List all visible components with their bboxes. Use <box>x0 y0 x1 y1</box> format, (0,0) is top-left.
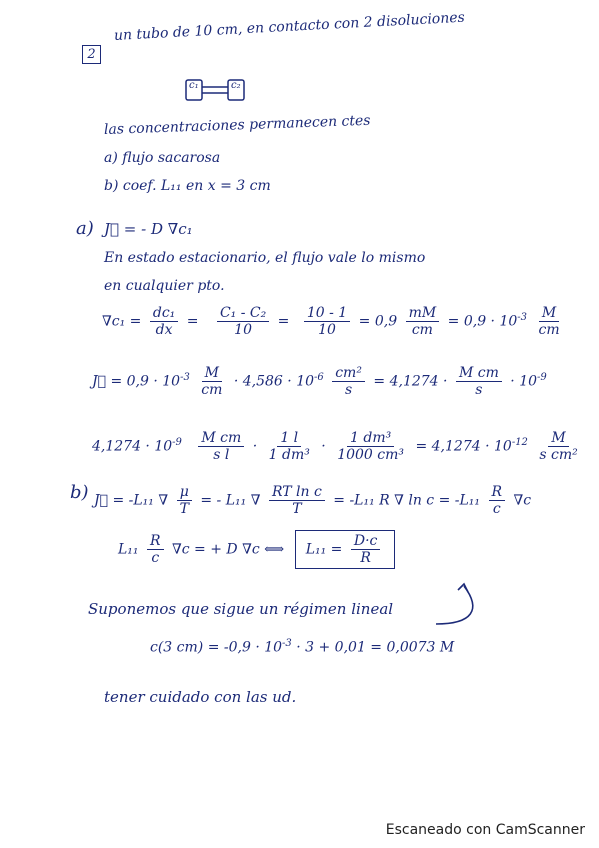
frac-num: M <box>548 430 568 447</box>
tube-right-label: c₂ <box>231 80 241 91</box>
onsager-end: ∇c <box>513 492 532 509</box>
diffusion-coefficient: · 4,586 · 10 <box>233 373 315 390</box>
any-point-text: en cualquier pto. <box>104 278 225 294</box>
frac-den: T <box>292 501 302 517</box>
frac-num: M <box>539 305 559 322</box>
onsager-mid: = - L₁₁ ∇ <box>200 492 261 509</box>
equals: = <box>277 313 290 330</box>
exponent: -9 <box>172 436 182 448</box>
frac-den: c <box>492 501 501 517</box>
frac-den: s cm² <box>539 447 578 463</box>
fraction-l-dm3 <box>266 430 313 463</box>
frac-den: T <box>179 501 189 517</box>
fraction-M-cm <box>535 305 562 338</box>
fraction-c1-c2 <box>217 305 269 338</box>
flux-lhs: J⃗ = 0,9 · 10 <box>92 373 181 390</box>
calc-lhs: c(3 cm) = -0,9 · 10 <box>150 639 283 656</box>
fraction-dc-dx <box>150 305 178 338</box>
frac-num: 10 - 1 <box>304 305 350 322</box>
frac-den: s <box>475 382 483 398</box>
frac-den: c <box>151 550 160 566</box>
equals: = <box>186 313 199 330</box>
frac-num: D·c <box>351 533 381 550</box>
gradient-lhs: ∇c₁ = <box>102 313 142 330</box>
frac-num: 1 l <box>277 430 301 447</box>
relation-mid: ∇c = + D ∇c ⟺ <box>171 541 285 558</box>
frac-num: M <box>202 365 222 382</box>
scanner-watermark: Escaneado con CamScanner <box>385 822 585 838</box>
boxed-lhs: L₁₁ = <box>305 541 343 558</box>
calc-rhs: · 3 + 0,01 = 0,0073 M <box>296 639 455 656</box>
flux-equation <box>92 365 547 398</box>
fraction-mM-cm <box>406 305 440 338</box>
fraction-R-c <box>147 533 164 566</box>
curved-arrow-icon <box>432 580 492 630</box>
concentration-calc <box>150 638 454 656</box>
frac-num: mM <box>406 305 440 322</box>
units-note: tener cuidado con las ud. <box>104 688 297 706</box>
conditions-text: las concentraciones permanecen ctes <box>103 112 371 138</box>
gradient-equation <box>102 305 567 338</box>
fraction-cm2-s <box>332 365 365 398</box>
exponent: -12 <box>511 436 528 448</box>
frac-num: R <box>489 484 506 501</box>
frac-num: RT ln c <box>269 484 325 501</box>
conv-result: = 4,1274 · 10 <box>415 438 512 455</box>
frac-num: 1 dm³ <box>347 430 394 447</box>
fraction-Mcm-sl <box>198 430 244 463</box>
frac-num: R <box>147 533 164 550</box>
conv-lhs: 4,1274 · 10 <box>92 438 173 455</box>
fick-law-equation: J⃗ = - D ∇c₁ <box>104 220 193 238</box>
part-a-label: a) <box>76 218 94 239</box>
frac-num: cm² <box>332 365 365 382</box>
linear-assumption-text: Suponemos que sigue un régimen lineal <box>88 600 394 618</box>
frac-num: C₁ - C₂ <box>217 305 269 322</box>
frac-num: dc₁ <box>150 305 178 322</box>
flux-result: = 4,1274 · <box>373 373 448 390</box>
frac-num: M cm <box>456 365 502 382</box>
fraction-mu-T <box>177 484 192 517</box>
frac-den: dx <box>155 322 173 338</box>
part-b-label: b) <box>70 482 89 503</box>
frac-num: M cm <box>198 430 244 447</box>
frac-den: 1000 cm³ <box>337 447 405 463</box>
problem-statement: un tubo de 10 cm, en contacto con 2 disoluciones <box>113 9 466 44</box>
frac-num: μ <box>177 484 192 501</box>
boxed-result <box>295 530 396 569</box>
exponent: -3 <box>180 371 190 383</box>
onsager-lhs: J⃗ = -L₁₁ ∇ <box>94 492 169 509</box>
exponent: -3 <box>282 638 292 649</box>
frac-den: s <box>344 382 353 398</box>
frac-den: cm <box>411 322 433 338</box>
value-text: = 0,9 <box>358 313 398 330</box>
tube-left-label: c₁ <box>189 80 199 91</box>
frac-den: s l <box>213 447 230 463</box>
relation-lhs: L₁₁ <box>118 541 139 558</box>
fraction-Dc-R <box>351 533 381 566</box>
problem-number-box: 2 <box>82 45 101 64</box>
value-text: = 0,9 · 10 <box>447 313 518 330</box>
frac-den: cm <box>201 382 223 398</box>
frac-den: cm <box>538 322 560 338</box>
onsager-equation <box>94 484 531 517</box>
item-b-text: b) coef. L₁₁ en x = 3 cm <box>104 178 271 194</box>
power-ten: · 10 <box>510 373 538 390</box>
fraction-R-c <box>489 484 506 517</box>
fraction-dm3-cm3 <box>334 430 407 463</box>
exponent: -6 <box>314 371 324 383</box>
relation-equation <box>118 530 395 569</box>
fraction-Mcm-s <box>456 365 502 398</box>
unit-conversion-equation: $4,1274 \cdot 10^{-9}$ $\frac{\text{M cm}}{\text{s l}}$ · $\frac{1 l}{\text{1 dm³}}$ · $\frac{\text{1 dm³}}{\text{1000 cm³}}$ = $4,1274 \cdot 10^{-12}$ $\frac{M}{\text{s cm²}}$ <box>92 430 585 463</box>
frac-den: 10 <box>318 322 336 338</box>
fraction-RTlnc-T <box>269 484 325 517</box>
frac-den: 10 <box>234 322 252 338</box>
exponent: -3 <box>517 311 528 323</box>
fraction-numeric <box>304 305 350 338</box>
fraction-M-cm <box>198 365 225 398</box>
steady-state-text: En estado estacionario, el flujo vale lo mismo <box>104 250 426 266</box>
frac-den: R <box>360 550 371 566</box>
item-a-text: a) flujo sacarosa <box>104 150 221 166</box>
frac-den: 1 dm³ <box>268 447 310 463</box>
fraction-M-scm2 <box>536 430 580 463</box>
onsager-rhs: = -L₁₁ R ∇ ln c = -L₁₁ <box>333 492 481 509</box>
exponent: -9 <box>537 371 547 383</box>
